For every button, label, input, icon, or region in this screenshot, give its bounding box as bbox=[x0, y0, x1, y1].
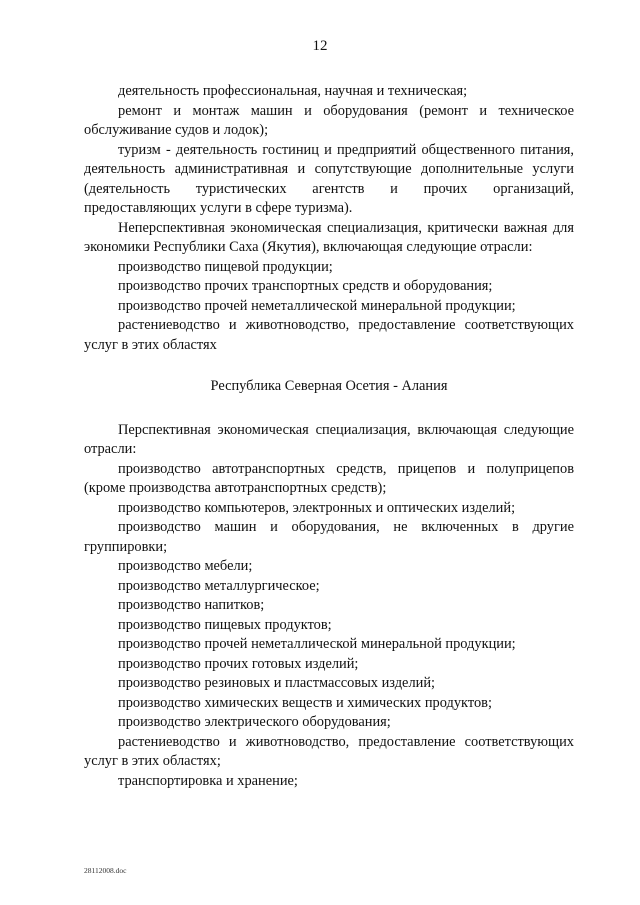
paragraph: туризм - деятельность гостиниц и предприятий общественного питания, деятельность административная и сопутствующие дополнительные услуги (деятельность туристических агентств и прочих организаций, предоставляющих услуги в сфере туризма). bbox=[84, 141, 574, 216]
paragraph: деятельность профессиональная, научная и техническая; bbox=[118, 83, 468, 99]
list-item: производство металлургическое; bbox=[118, 577, 320, 594]
list-item: производство прочей неметаллической минеральной продукции; bbox=[118, 297, 516, 314]
document-body bbox=[84, 82, 574, 791]
list-item: производство пищевой продукции; bbox=[118, 258, 333, 275]
paragraph: Неперспективная экономическая специализация, критически важная для экономики Республики Саха (Якутия), включающая следующие отрасли: bbox=[84, 219, 574, 255]
list-item: производство машин и оборудования, не включенных в другие группировки; bbox=[84, 519, 574, 555]
list-item: производство напитков; bbox=[118, 597, 265, 613]
page-number: 12 bbox=[312, 38, 328, 54]
list-item: растениеводство и животноводство, предоставление соответствующих услуг в этих областях bbox=[84, 317, 574, 353]
list-item: производство прочих транспортных средств и оборудования; bbox=[118, 278, 493, 294]
list-item: производство химических веществ и химических продуктов; bbox=[118, 694, 492, 711]
list-item: растениеводство и животноводство, предоставление соответствующих услуг в этих областях; bbox=[84, 733, 574, 769]
list-item: производство резиновых и пластмассовых изделий; bbox=[118, 675, 436, 691]
list-item: производство компьютеров, электронных и оптических изделий; bbox=[118, 499, 516, 516]
list-item: производство пищевых продуктов; bbox=[118, 616, 332, 633]
list-item: производство прочих готовых изделий; bbox=[118, 655, 359, 672]
footer-filename: 28112008.doc bbox=[84, 866, 127, 875]
list-item: производство мебели; bbox=[118, 558, 253, 574]
list-item: транспортировка и хранение; bbox=[118, 772, 298, 789]
section-heading: Республика Северная Осетия - Алания bbox=[210, 378, 448, 394]
paragraph: Перспективная экономическая специализация, включающая следующие отрасли: bbox=[84, 421, 574, 457]
list-item: производство электрического оборудования; bbox=[118, 714, 391, 730]
list-item: производство автотранспортных средств, прицепов и полуприцепов (кроме производства автотранспортных средств); bbox=[84, 460, 574, 496]
paragraph: ремонт и монтаж машин и оборудования (ремонт и техническое обслуживание судов и лодок); bbox=[84, 102, 574, 138]
list-item: производство прочей неметаллической минеральной продукции; bbox=[118, 636, 516, 652]
